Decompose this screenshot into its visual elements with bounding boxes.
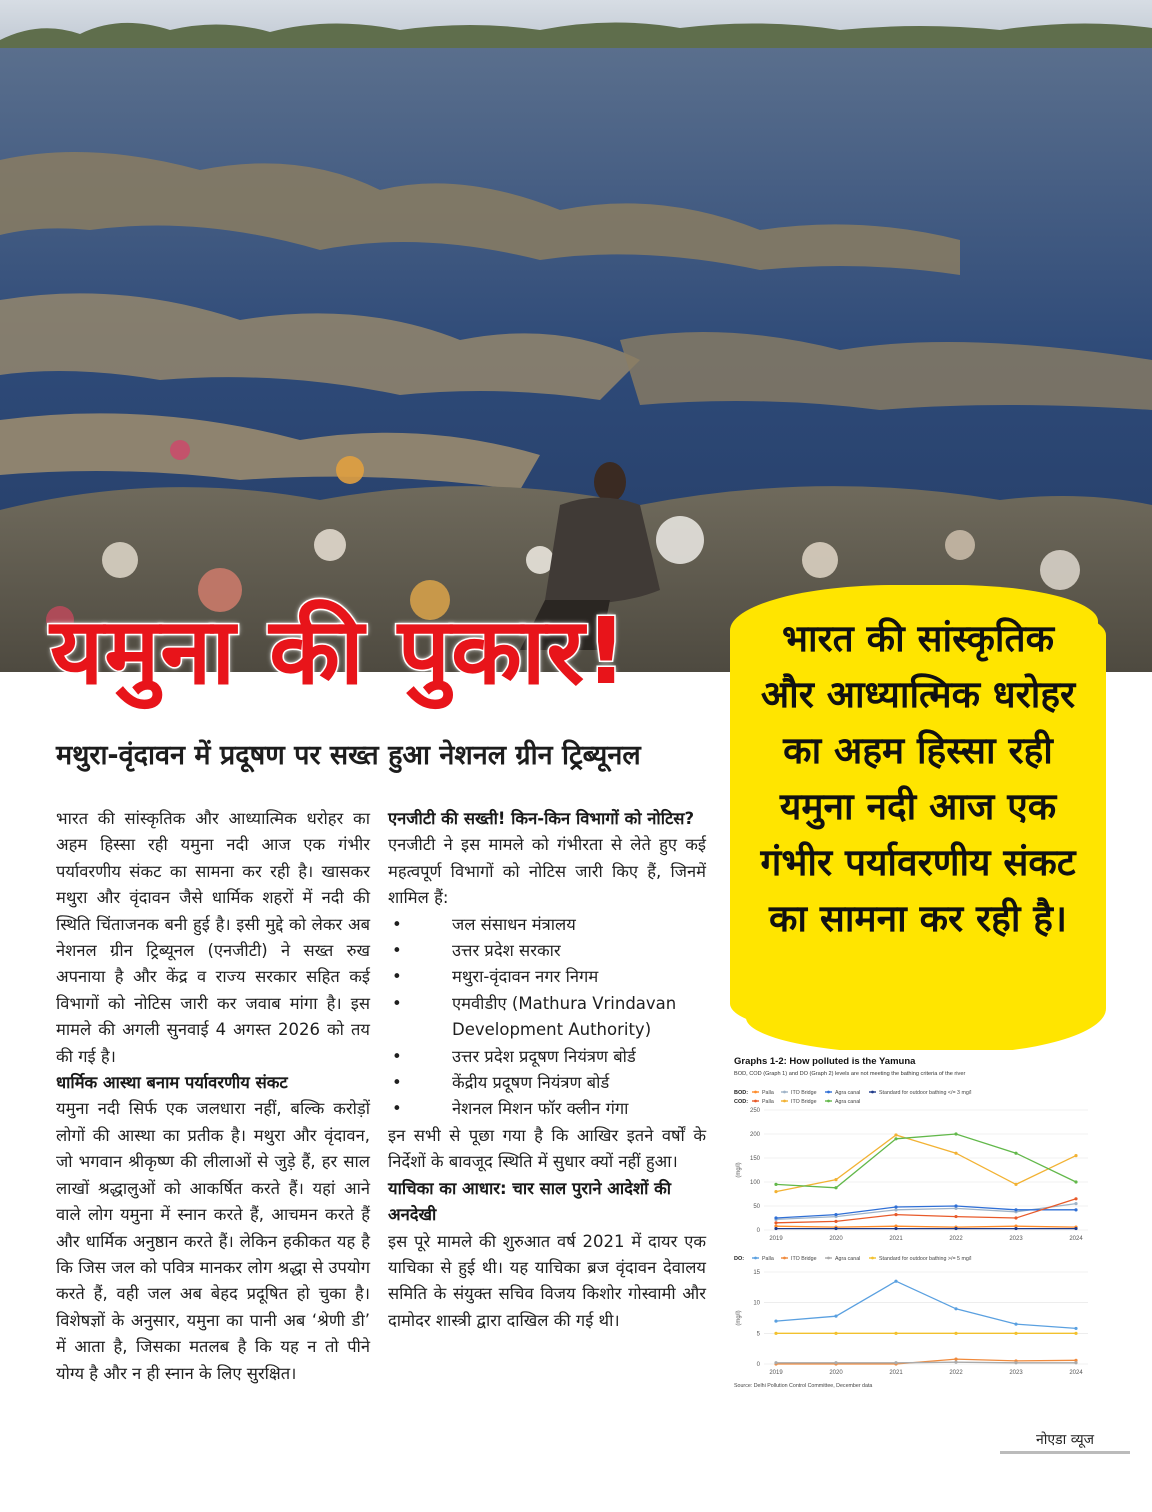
petition-paragraph: इस पूरे मामले की शुरुआत वर्ष 2021 में दायर एक याचिका से हुई थी। यह याचिका ब्रज वृंदावन देवालय समिति के संयुक्त सचिव विजय किशोर गोस्वामी और दामोदर शास्त्री द्वारा दाखिल की गई थी।: [388, 1231, 706, 1330]
data-point: [894, 1133, 897, 1136]
data-point: [774, 1183, 777, 1186]
article-column-1: [56, 806, 370, 1387]
legend-entry: ITO Bridge: [791, 1099, 817, 1105]
legend-entry: ITO Bridge: [791, 1090, 817, 1096]
series-line: [776, 1199, 1076, 1223]
legend-marker: [871, 1091, 874, 1094]
data-point: [1074, 1197, 1077, 1200]
pollution-chart: [726, 1050, 1098, 1395]
data-point: [954, 1357, 957, 1360]
list-item: • जल संसाधन मंत्रालय: [388, 912, 706, 938]
x-tick-label: 2019: [769, 1236, 783, 1242]
data-point: [1014, 1361, 1017, 1364]
x-tick-label: 2021: [889, 1370, 903, 1376]
list-item: • उत्तर प्रदेश प्रदूषण नियंत्रण बोर्ड: [388, 1044, 706, 1070]
data-point: [954, 1332, 957, 1335]
y-tick-label: 250: [749, 1108, 760, 1114]
y-tick-label: 10: [753, 1300, 760, 1307]
y-tick-label: 150: [749, 1156, 760, 1162]
data-point: [834, 1220, 837, 1223]
data-point: [1074, 1154, 1077, 1157]
data-point: [774, 1221, 777, 1224]
legend-marker: [827, 1257, 830, 1260]
data-point: [1074, 1208, 1077, 1211]
data-point: [834, 1332, 837, 1335]
legend-entry: Palla: [762, 1090, 774, 1096]
section-heading-faith: धार्मिक आस्था बनाम पर्यावरणीय संकट: [56, 1073, 288, 1093]
data-point: [894, 1361, 897, 1364]
data-point: [1014, 1323, 1017, 1326]
data-point: [894, 1280, 897, 1283]
data-point: [1014, 1152, 1017, 1155]
data-point: [1014, 1216, 1017, 1219]
data-point: [954, 1215, 957, 1218]
chart-svg: [726, 1050, 1098, 1395]
x-tick-label: 2023: [1009, 1370, 1023, 1376]
question-paragraph: इन सभी से पूछा गया है कि आखिर इतने वर्षों के निर्देशों के बावजूद स्थिति में सुधार क्यों नहीं हुआ।: [388, 1125, 706, 1172]
chart-subtitle: BOD, COD (Graph 1) and DO (Graph 2) levels are not meeting the bathing criteria of the river: [734, 1071, 966, 1077]
data-point: [774, 1332, 777, 1335]
y-tick-label: 200: [749, 1132, 760, 1138]
data-point: [954, 1307, 957, 1310]
data-point: [834, 1227, 837, 1230]
legend-entry: Agra canal: [835, 1256, 861, 1262]
series-line: [776, 1134, 1076, 1188]
legend-marker: [827, 1100, 830, 1103]
data-point: [834, 1186, 837, 1189]
chart-source: Source: Delhi Pollution Control Committee, December data: [734, 1383, 873, 1389]
data-point: [954, 1152, 957, 1155]
pull-quote-text: भारत की सांस्कृतिक और आध्यात्मिक धरोहर का अहम हिस्सा रही यमुना नदी आज एक गंभीर पर्यावरणीय संकट का सामना कर रही है।: [760, 617, 1076, 940]
data-point: [1014, 1332, 1017, 1335]
data-point: [894, 1205, 897, 1208]
data-point: [834, 1213, 837, 1216]
y-tick-label: 5: [756, 1331, 760, 1338]
data-point: [954, 1227, 957, 1230]
y-axis-label: (mg/l): [736, 1162, 742, 1178]
departments-list: [388, 912, 706, 1123]
ngt-paragraph: एनजीटी ने इस मामले को गंभीरता से लेते हुए कई महत्वपूर्ण विभागों को नोटिस जारी किए हैं, जिनमें शामिल हैं:: [388, 835, 706, 908]
y-axis-label: (mg/l): [736, 1310, 742, 1326]
intro-paragraph: भारत की सांस्कृतिक और आध्यात्मिक धरोहर का अहम हिस्सा रही यमुना नदी आज एक गंभीर पर्यावरणीय संकट का सामना कर रही है। खासकर मथुरा और वृंदावन जैसे धार्मिक शहरों में नदी की स्थिति चिंताजनक बनी हुई है। इसी मुद्दे को लेकर अब नेशनल ग्रीन ट्रिब्यूनल (एनजीटी) ने सख्त रुख अपनाया है और केंद्र व राज्य सरकार सहित कई विभागों को नोटिस जारी कर जवाब मांगा है। इस मामले की अगली सुनवाई 4 अगस्त 2026 को तय की गई है।: [56, 809, 370, 1066]
legend-row-label: COD:: [734, 1099, 749, 1105]
data-point: [954, 1204, 957, 1207]
data-point: [834, 1361, 837, 1364]
data-point: [1014, 1183, 1017, 1186]
y-tick-label: 0: [756, 1228, 760, 1234]
x-tick-label: 2020: [829, 1370, 843, 1376]
pull-quote: [738, 585, 1098, 1040]
y-tick-label: 15: [753, 1270, 760, 1276]
legend-entry: ITO Bridge: [791, 1256, 817, 1262]
data-point: [1014, 1227, 1017, 1230]
data-point: [894, 1213, 897, 1216]
legend-marker: [754, 1257, 757, 1260]
legend-entry: Palla: [762, 1099, 774, 1105]
footer-brand: नोएडा व्यूज: [1000, 1426, 1130, 1454]
legend-marker: [783, 1257, 786, 1260]
legend-row-label: BOD:: [734, 1090, 749, 1096]
series-line: [776, 1281, 1076, 1328]
legend-marker: [827, 1091, 830, 1094]
list-item: • मथुरा-वृंदावन नगर निगम: [388, 964, 706, 990]
data-point: [1074, 1327, 1077, 1330]
legend-marker: [783, 1091, 786, 1094]
data-point: [894, 1137, 897, 1140]
data-point: [774, 1227, 777, 1230]
data-point: [1074, 1332, 1077, 1335]
section-heading-petition: याचिका का आधार: चार साल पुराने आदेशों की अनदेखी: [388, 1178, 672, 1225]
data-point: [774, 1216, 777, 1219]
headline: यमुना की पुकार!: [50, 598, 629, 705]
list-item: • केंद्रीय प्रदूषण नियंत्रण बोर्ड: [388, 1070, 706, 1096]
data-point: [1074, 1180, 1077, 1183]
chart-title: Graphs 1-2: How polluted is the Yamuna: [734, 1056, 916, 1067]
data-point: [834, 1315, 837, 1318]
x-tick-label: 2024: [1069, 1370, 1083, 1376]
x-tick-label: 2020: [829, 1236, 843, 1242]
subheadline: मथुरा-वृंदावन में प्रदूषण पर सख्त हुआ नेशनल ग्रीन ट्रिब्यूनल: [56, 740, 641, 771]
series-line: [776, 1226, 1076, 1227]
data-point: [894, 1332, 897, 1335]
data-point: [954, 1361, 957, 1364]
data-point: [1074, 1361, 1077, 1364]
data-point: [1074, 1202, 1077, 1205]
x-tick-label: 2019: [769, 1370, 783, 1376]
x-tick-label: 2023: [1009, 1236, 1023, 1242]
data-point: [774, 1319, 777, 1322]
x-tick-label: 2022: [949, 1236, 963, 1242]
legend-marker: [754, 1100, 757, 1103]
list-item: • उत्तर प्रदेश सरकार: [388, 938, 706, 964]
legend-entry: Standard for outdoor bathing >/= 5 mg/l: [879, 1256, 972, 1262]
legend-marker: [783, 1100, 786, 1103]
data-point: [834, 1178, 837, 1181]
x-tick-label: 2021: [889, 1236, 903, 1242]
legend-entry: Standard for outdoor bathing </= 3 mg/l: [879, 1090, 972, 1096]
data-point: [774, 1361, 777, 1364]
faith-paragraph: यमुना नदी सिर्फ एक जलधारा नहीं, बल्कि करोड़ों लोगों की आस्था का प्रतीक है। मथुरा और वृंदावन, जो भगवान श्रीकृष्ण की लीलाओं से जुड़े हैं, हर साल लाखों श्रद्धालुओं को आकर्षित करते हैं। यहां आने वाले लोग यमुना में स्नान करते हैं, आचमन करते हैं और धार्मिक अनुष्ठान करते हैं। लेकिन हकीकत यह है कि जिस जल को पवित्र मानकर लोग श्रद्धा से उपयोग करते हैं, वही जल अब बेहद प्रदूषित हो चुका है। विशेषज्ञों के अनुसार, यमुना का पानी अब ‘श्रेणी डी’ में आता है, जिसका मतलब है कि यह न तो पीने योग्य है और न ही स्नान के लिए सुरक्षित।: [56, 1099, 370, 1383]
hero-photo: [0, 0, 1152, 672]
legend-entry: Agra canal: [835, 1099, 861, 1105]
legend-row-label: DO:: [734, 1256, 745, 1262]
x-tick-label: 2024: [1069, 1236, 1083, 1242]
list-item: • नेशनल मिशन फॉर क्लीन गंगा: [388, 1096, 706, 1122]
legend-marker: [871, 1257, 874, 1260]
data-point: [894, 1227, 897, 1230]
data-point: [894, 1208, 897, 1211]
y-tick-label: 100: [749, 1180, 760, 1186]
y-tick-label: 0: [756, 1362, 760, 1368]
legend-entry: Agra canal: [835, 1090, 861, 1096]
data-point: [954, 1132, 957, 1135]
data-point: [1014, 1208, 1017, 1211]
legend-entry: Palla: [762, 1256, 774, 1262]
data-point: [774, 1190, 777, 1193]
section-heading-ngt: एनजीटी की सख्ती! किन-किन विभागों को नोटिस?: [388, 809, 695, 828]
legend-marker: [754, 1091, 757, 1094]
y-tick-label: 50: [753, 1204, 760, 1210]
article-column-2: [388, 806, 706, 1334]
list-item: • एमवीडीए (Mathura Vrindavan Development Authority): [388, 991, 706, 1044]
series-line: [776, 1135, 1076, 1192]
data-point: [1074, 1227, 1077, 1230]
x-tick-label: 2022: [949, 1370, 963, 1376]
series-line: [776, 1362, 1076, 1363]
